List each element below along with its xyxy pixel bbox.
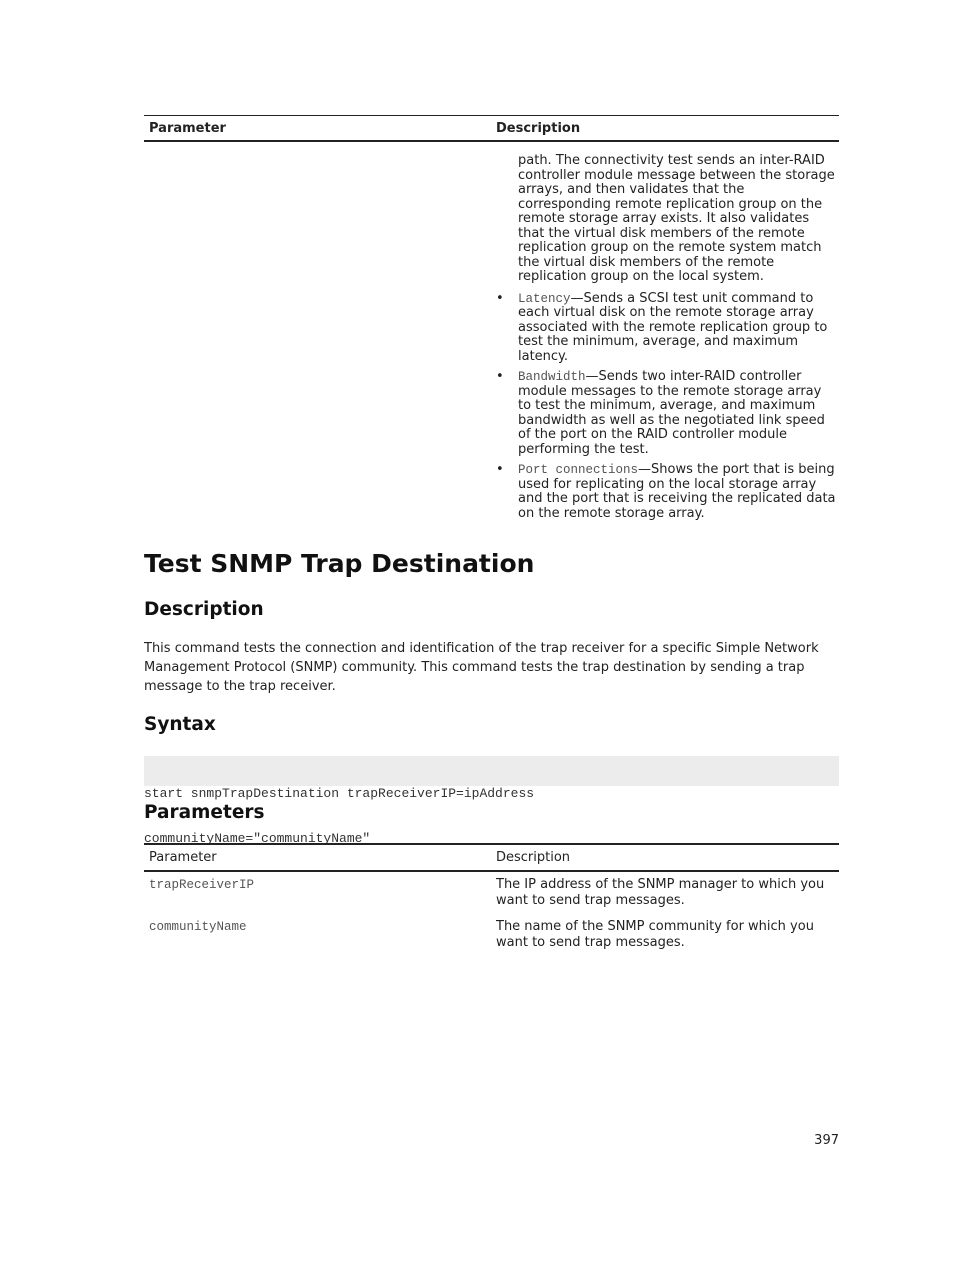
- syntax-line: communityName="communityName": [144, 831, 371, 846]
- section-title: Test SNMP Trap Destination: [144, 549, 535, 578]
- option-text: —Sends two inter-RAID controller module messages to the remote storage array to test the minimum, average, and maximum bandwidth as well as the negotiated link speed of the port on the RAID controller module performing the test.: [518, 369, 825, 457]
- page-number: 397: [814, 1133, 839, 1148]
- continuation-text: path. The connectivity test sends an inter-RAID controller module message between the storage arrays, and then validates that the corresponding remote replication group on the remote storage array exists. It also validates that the virtual disk members of the remote replication group on the remote system match the virtual disk members of the remote replication group on the local system.: [518, 153, 835, 284]
- list-item: [496, 370, 836, 457]
- table-header: [144, 115, 839, 142]
- param-description: The name of the SNMP community for which you want to send trap messages.: [496, 919, 814, 950]
- syntax-line: start snmpTrapDestination trapReceiverIP=ipAddress: [144, 786, 535, 801]
- parameters-table: [144, 843, 839, 951]
- list-item: [496, 292, 836, 365]
- option-code: Bandwidth: [518, 370, 586, 384]
- table-row: [144, 877, 839, 909]
- header-description: Description: [496, 120, 581, 136]
- description-heading: Description: [144, 599, 264, 620]
- header-parameter: Parameter: [149, 850, 217, 865]
- list-item: [496, 463, 836, 521]
- header-description: Description: [496, 850, 571, 865]
- bullet-icon: •: [496, 290, 504, 306]
- option-text: —Sends a SCSI test unit command to each virtual disk on the remote storage array associated with the remote replication group to test the minimum, average, and maximum latency.: [518, 290, 828, 364]
- bullet-icon: •: [496, 369, 504, 384]
- syntax-heading: Syntax: [144, 714, 216, 735]
- option-code: Latency: [518, 291, 571, 306]
- table-header: [144, 843, 839, 872]
- description-text: This command tests the connection and identification of the trap receiver for a specific Simple Network Management Protocol (SNMP) community. This command tests the trap destination by sending a trap message to the trap receiver.: [144, 641, 819, 694]
- test-type-list: [496, 292, 839, 522]
- header-parameter: Parameter: [149, 120, 226, 136]
- description-cell: [496, 154, 839, 527]
- param-name: trapReceiverIP: [149, 878, 255, 892]
- option-code: Port connections: [518, 463, 639, 477]
- continued-parameter-table: [144, 115, 839, 521]
- table-row: [144, 919, 839, 951]
- bullet-icon: •: [496, 462, 504, 477]
- parameters-heading: Parameters: [144, 802, 265, 823]
- param-description: The IP address of the SNMP manager to which you want to send trap messages.: [496, 877, 825, 908]
- option-text: —Shows the port that is being used for replicating on the local storage array and the port that is receiving the replicated data on the remote storage array.: [518, 462, 836, 521]
- param-name: communityName: [149, 920, 247, 934]
